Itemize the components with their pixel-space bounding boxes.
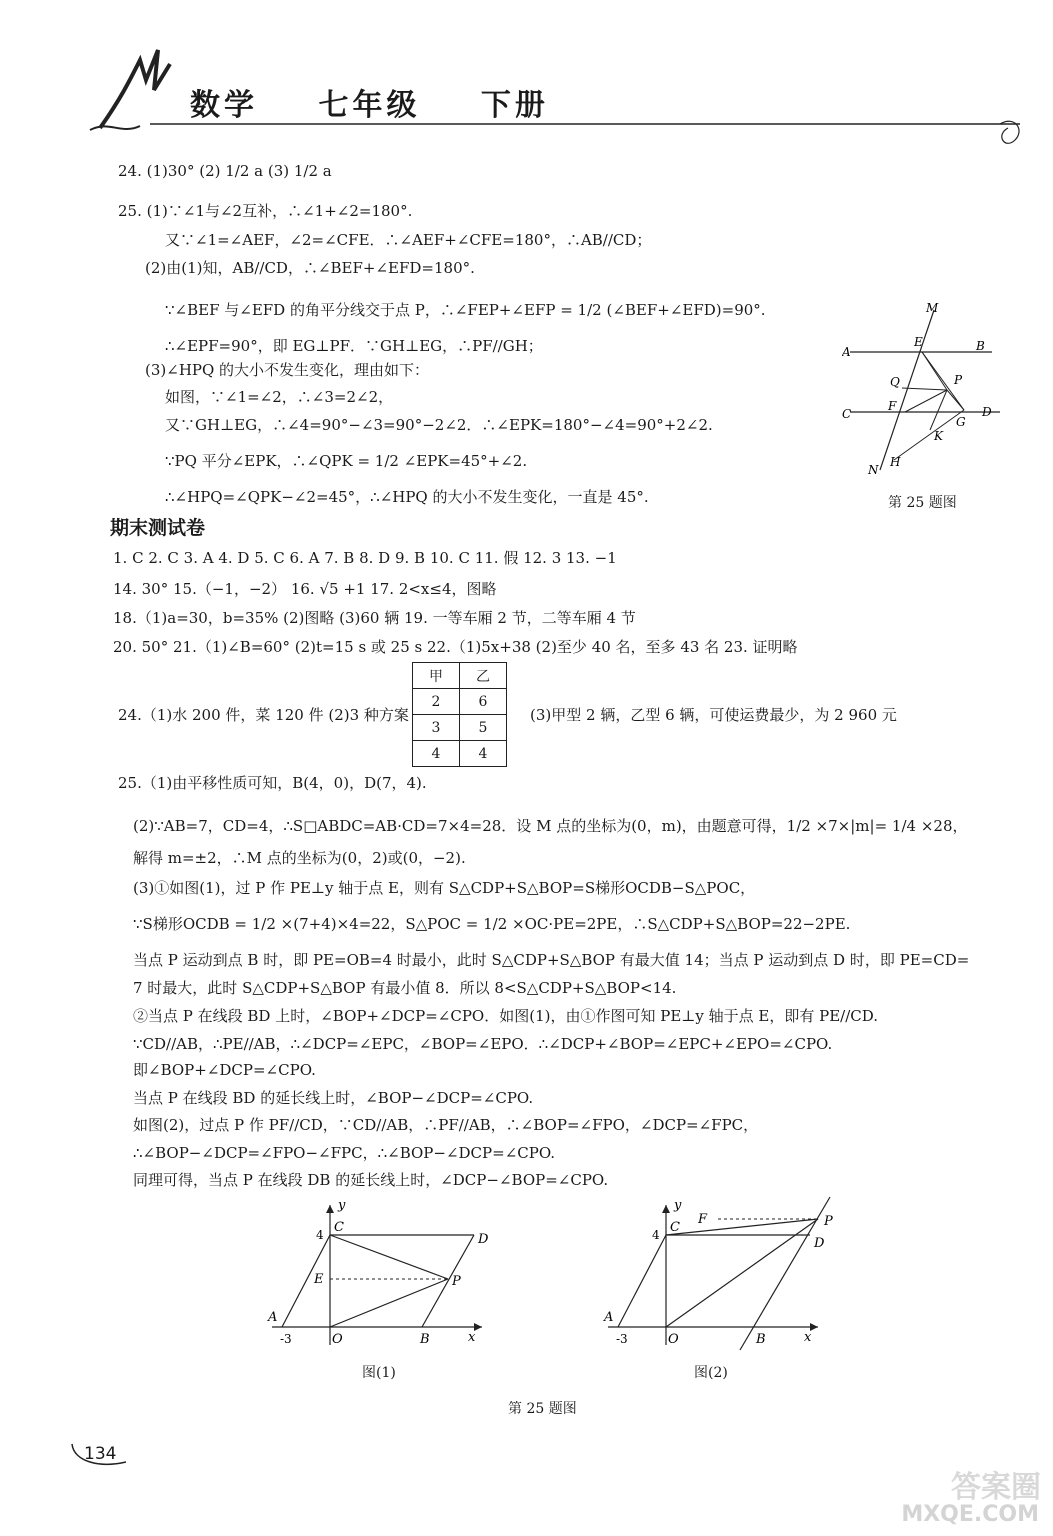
plan-cell: 4 xyxy=(460,741,507,767)
answer-line: 24.（1)水 200 件，菜 120 件 (2)3 种方案 xyxy=(118,706,409,724)
watermark-logo: 答案圈 xyxy=(951,1470,1041,1505)
header-title xyxy=(190,80,595,124)
label-B: B xyxy=(756,1332,766,1347)
answer-line: ②当点 P 在线段 BD 上时，∠BOP+∠DCP=∠CPO．如图(1)，由①作图可知 PE⊥y 轴于点 E，即有 PE//CD. xyxy=(133,1007,878,1025)
label-x: x xyxy=(804,1330,812,1345)
q25-figure xyxy=(842,300,1012,485)
plan-table xyxy=(412,662,507,767)
answer-line: 如图，∵∠1=∠2，∴∠3=2∠2， xyxy=(165,388,394,406)
answer-line: 解得 m=±2，∴M 点的坐标为(0，2)或(0，−2). xyxy=(133,849,466,867)
answer-line: (3)甲型 2 辆，乙型 6 辆，可使运费最少，为 2 960 元 xyxy=(530,706,897,724)
label-M: M xyxy=(926,301,939,315)
label-x: x xyxy=(468,1330,476,1345)
plan-cell: 5 xyxy=(460,715,507,741)
label-O: O xyxy=(332,1332,343,1347)
answer-line: 1. C 2. C 3. A 4. D 5. C 6. A 7. B 8. D 9. B 10. C 11. 假 12. 3 13. −1 xyxy=(113,549,617,567)
label-4: 4 xyxy=(652,1228,660,1242)
figure-1-caption: 图(1) xyxy=(362,1365,396,1381)
label-F: F xyxy=(888,399,897,413)
answer-line: 同理可得，当点 P 在线段 DB 的延长线上时，∠DCP−∠BOP=∠CPO. xyxy=(133,1171,609,1189)
plan-cell: 4 xyxy=(413,741,460,767)
label-P: P xyxy=(824,1214,833,1229)
label-y: y xyxy=(338,1198,346,1213)
answer-line: 当点 P 在线段 BD 的延长线上时，∠BOP−∠DCP=∠CPO. xyxy=(133,1089,534,1107)
answer-line: 25. (1)∵∠1与∠2互补，∴∠1+∠2=180°. xyxy=(118,202,413,220)
plan-cell: 2 xyxy=(413,689,460,715)
label-K: K xyxy=(934,429,943,443)
answer-line: 又∵GH⊥EG，∴∠4=90°−∠3=90°−2∠2．∴∠EPK=180°−∠4=90°+2∠2. xyxy=(165,416,713,434)
label-D: D xyxy=(982,405,992,419)
label-O: O xyxy=(668,1332,679,1347)
plan-cell: 3 xyxy=(413,715,460,741)
label-H: H xyxy=(890,455,901,469)
label-G: G xyxy=(956,415,966,429)
label-C: C xyxy=(842,407,852,421)
label-E: E xyxy=(914,335,923,349)
answer-line: 7 时最大，此时 S△CDP+S△BOP 有最小值 8．所以 8<S△CDP+S△BOP<14. xyxy=(133,979,677,997)
answer-line: ∴∠EPF=90°，即 EG⊥PF．∵GH⊥EG，∴PF//GH； xyxy=(165,337,543,355)
watermark-url: MXQE.COM xyxy=(901,1502,1039,1527)
answer-line: ∵PQ 平分∠EPK，∴∠QPK = 1/2 ∠EPK=45°+∠2. xyxy=(165,452,528,470)
label-A: A xyxy=(268,1310,278,1325)
label-C: C xyxy=(670,1220,680,1235)
q25-figure-caption: 第 25 题图 xyxy=(888,495,957,511)
answer-line: 24. (1)30° (2) 1/2 a (3) 1/2 a xyxy=(118,162,332,180)
label-neg3: -3 xyxy=(616,1332,628,1346)
label-F: F xyxy=(698,1212,708,1227)
answer-line: (2)∵AB=7，CD=4，∴S□ABDC=AB·CD=7×4=28．设 M 点的坐标为(0，m)，由题意可得，1/2 ×7×|m|= 1/4 ×28， xyxy=(133,817,968,835)
figure-2-caption: 图(2) xyxy=(694,1365,728,1381)
answer-line: 即∠BOP+∠DCP=∠CPO. xyxy=(133,1061,316,1079)
label-D: D xyxy=(814,1236,825,1251)
header-subject: 数学 xyxy=(190,88,258,123)
answer-line: 如图(2)，过点 P 作 PF//CD，∵CD//AB，∴PF//AB，∴∠BOP=∠FPO，∠DCP=∠FPC， xyxy=(133,1116,759,1134)
label-N: N xyxy=(868,463,879,477)
final-figure-caption: 第 25 题图 xyxy=(508,1401,577,1417)
coordinate-figure-1 xyxy=(262,1195,502,1360)
answer-line: (2)由(1)知，AB//CD，∴∠BEF+∠EFD=180°. xyxy=(145,259,475,277)
label-4: 4 xyxy=(316,1228,324,1242)
answer-line: ∵CD//AB，∴PE//AB，∴∠DCP=∠EPC，∠BOP=∠EPO．∴∠DCP+∠BOP=∠EPC+∠EPO=∠CPO. xyxy=(133,1035,833,1053)
plan-header-cell: 乙 xyxy=(460,663,507,689)
plan-cell: 6 xyxy=(460,689,507,715)
header-grade: 七年级 xyxy=(318,88,421,123)
label-Q: Q xyxy=(890,375,900,389)
label-A: A xyxy=(842,345,851,359)
label-A: A xyxy=(604,1310,614,1325)
answer-line: ∵∠BEF 与∠EFD 的角平分线交于点 P，∴∠FEP+∠EFP = 1/2 (∠BEF+∠EFD)=90°. xyxy=(165,301,766,319)
label-C: C xyxy=(334,1220,344,1235)
page-header xyxy=(80,40,1030,160)
page-number: 134 xyxy=(84,1444,117,1464)
answer-line: 当点 P 运动到点 B 时，即 PE=OB=4 时最小，此时 S△CDP+S△BOP 有最大值 14；当点 P 运动到点 D 时，即 PE=CD= xyxy=(133,951,970,969)
label-y: y xyxy=(674,1198,682,1213)
answer-line: (3)∠HPQ 的大小不发生变化，理由如下： xyxy=(145,361,430,379)
answer-line: (3)①如图(1)，过 P 作 PE⊥y 轴于点 E，则有 S△CDP+S△BOP=S梯形OCDB−S△POC， xyxy=(133,879,756,897)
label-D: D xyxy=(478,1232,489,1247)
answer-line: ∴∠HPQ=∠QPK−∠2=45°，∴∠HPQ 的大小不发生变化，一直是 45°. xyxy=(165,488,649,506)
label-neg3: -3 xyxy=(280,1332,292,1346)
answer-line: 20. 50° 21.（1)∠B=60° (2)t=15 s 或 25 s 22.（1)5x+38 (2)至少 40 名，至多 43 名 23. 证明略 xyxy=(113,638,798,656)
plan-header-cell: 甲 xyxy=(413,663,460,689)
answer-line: 25.（1)由平移性质可知，B(4，0)，D(7，4). xyxy=(118,774,427,792)
answer-line: ∵S梯形OCDB = 1/2 ×(7+4)×4=22，S△POC = 1/2 ×OC·PE=2PE，∴S△CDP+S△BOP=22−2PE. xyxy=(133,915,851,933)
answer-line: 又∵∠1=∠AEF，∠2=∠CFE．∴∠AEF+∠CFE=180°，∴AB//CD； xyxy=(165,231,652,249)
label-P: P xyxy=(452,1274,461,1289)
label-P: P xyxy=(954,373,963,387)
answer-line: 14. 30° 15.（−1，−2） 16. √5 +1 17. 2<x≤4，图略 xyxy=(113,580,497,598)
header-volume: 下册 xyxy=(480,88,549,123)
label-E: E xyxy=(314,1272,324,1287)
section-title: 期末测试卷 xyxy=(110,517,206,539)
label-B: B xyxy=(420,1332,430,1347)
answer-line: ∴∠BOP−∠DCP=∠FPO−∠FPC，∴∠BOP−∠DCP=∠CPO. xyxy=(133,1144,556,1162)
coordinate-figure-2 xyxy=(598,1195,838,1360)
answer-line: 18.（1)a=30，b=35% (2)图略 (3)60 辆 19. 一等车厢 2 节，二等车厢 4 节 xyxy=(113,609,636,627)
label-B: B xyxy=(976,339,985,353)
